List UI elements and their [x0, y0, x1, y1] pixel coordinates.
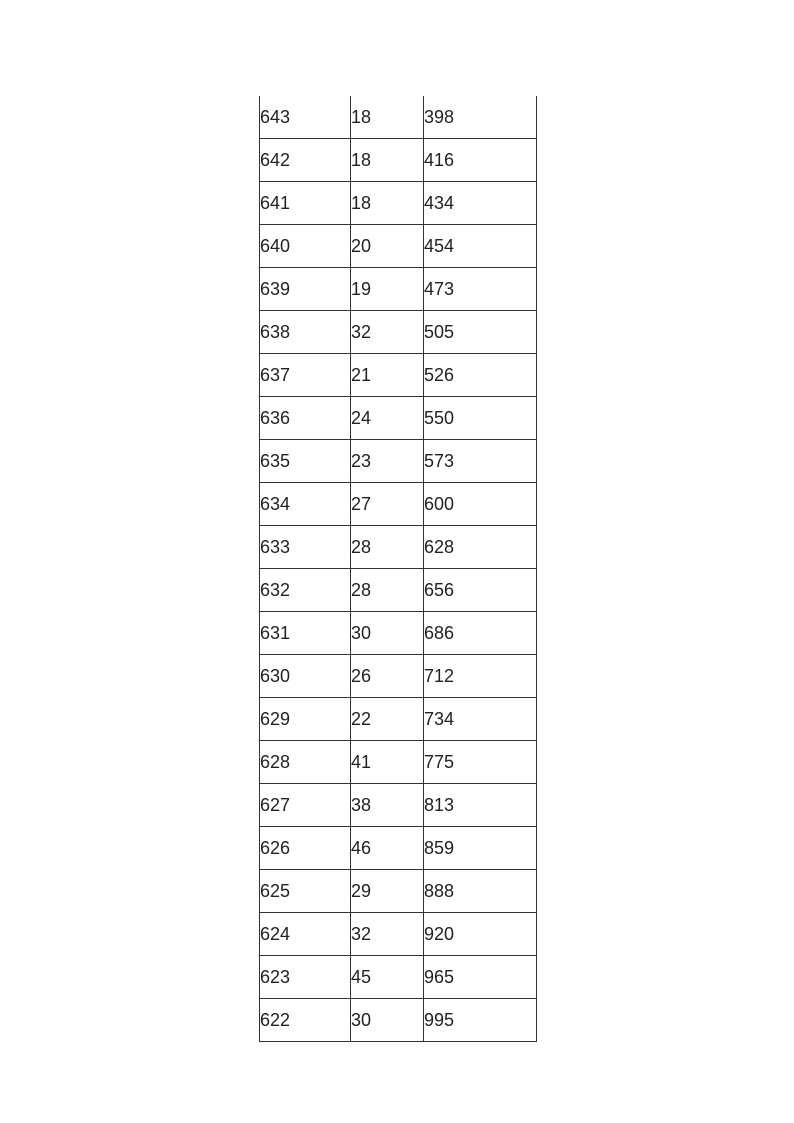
cell-text: 573: [424, 451, 455, 471]
cell-text: 629: [260, 709, 291, 729]
cell-text: 600: [424, 494, 455, 514]
score-cell: [260, 827, 351, 870]
table-row: [260, 483, 537, 526]
cell-text: 627: [260, 795, 291, 815]
cell-text: 416: [424, 150, 455, 170]
score-cell: [260, 311, 351, 354]
cell-text: 642: [260, 150, 291, 170]
cumulative-cell: [424, 397, 537, 440]
cell-text: 38: [351, 795, 372, 815]
cell-text: 631: [260, 623, 291, 643]
score-cell: [260, 268, 351, 311]
count-cell: [351, 483, 424, 526]
cumulative-cell: [424, 999, 537, 1042]
cumulative-cell: [424, 440, 537, 483]
cell-text: 686: [424, 623, 455, 643]
cell-text: 24: [351, 408, 372, 428]
score-table: [259, 96, 537, 1042]
cell-text: 625: [260, 881, 291, 901]
cell-text: 656: [424, 580, 455, 600]
table-row: [260, 827, 537, 870]
score-cell: [260, 182, 351, 225]
cell-text: 995: [424, 1010, 455, 1030]
cumulative-cell: [424, 526, 537, 569]
score-cell: [260, 96, 351, 139]
cell-text: 550: [424, 408, 455, 428]
table-row: [260, 96, 537, 139]
cell-text: 473: [424, 279, 455, 299]
table-row: [260, 182, 537, 225]
cell-text: 630: [260, 666, 291, 686]
table-row: [260, 698, 537, 741]
count-cell: [351, 526, 424, 569]
count-cell: [351, 913, 424, 956]
cumulative-cell: [424, 655, 537, 698]
cell-text: 626: [260, 838, 291, 858]
table-row: [260, 268, 537, 311]
table-row: [260, 311, 537, 354]
table-row: [260, 440, 537, 483]
cumulative-cell: [424, 139, 537, 182]
score-cell: [260, 440, 351, 483]
score-cell: [260, 913, 351, 956]
cell-text: 775: [424, 752, 455, 772]
cell-text: 28: [351, 580, 372, 600]
cell-text: 26: [351, 666, 372, 686]
cumulative-cell: [424, 96, 537, 139]
cell-text: 398: [424, 107, 455, 127]
count-cell: [351, 440, 424, 483]
score-cell: [260, 999, 351, 1042]
count-cell: [351, 612, 424, 655]
cell-text: 18: [351, 193, 372, 213]
cumulative-cell: [424, 225, 537, 268]
cell-text: 641: [260, 193, 291, 213]
score-cell: [260, 483, 351, 526]
score-cell: [260, 354, 351, 397]
cell-text: 19: [351, 279, 372, 299]
cell-text: 920: [424, 924, 455, 944]
cell-text: 28: [351, 537, 372, 557]
cell-text: 20: [351, 236, 372, 256]
score-cell: [260, 139, 351, 182]
cumulative-cell: [424, 698, 537, 741]
table-row: [260, 397, 537, 440]
cell-text: 505: [424, 322, 455, 342]
count-cell: [351, 139, 424, 182]
table-row: [260, 999, 537, 1042]
cell-text: 859: [424, 838, 455, 858]
cell-text: 634: [260, 494, 291, 514]
cell-text: 45: [351, 967, 372, 987]
cumulative-cell: [424, 612, 537, 655]
table-row: [260, 225, 537, 268]
cell-text: 526: [424, 365, 455, 385]
cell-text: 628: [260, 752, 291, 772]
count-cell: [351, 569, 424, 612]
cell-text: 643: [260, 107, 291, 127]
cumulative-cell: [424, 182, 537, 225]
cell-text: 712: [424, 666, 455, 686]
cumulative-cell: [424, 311, 537, 354]
cumulative-cell: [424, 784, 537, 827]
cell-text: 30: [351, 1010, 372, 1030]
table-body: [260, 96, 537, 1042]
cell-text: 41: [351, 752, 372, 772]
table-row: [260, 569, 537, 612]
count-cell: [351, 354, 424, 397]
cell-text: 632: [260, 580, 291, 600]
table-row: [260, 784, 537, 827]
count-cell: [351, 182, 424, 225]
count-cell: [351, 655, 424, 698]
cell-text: 18: [351, 150, 372, 170]
score-cell: [260, 870, 351, 913]
count-cell: [351, 397, 424, 440]
cumulative-cell: [424, 956, 537, 999]
score-cell: [260, 569, 351, 612]
cell-text: 628: [424, 537, 455, 557]
score-cell: [260, 956, 351, 999]
count-cell: [351, 784, 424, 827]
cell-text: 640: [260, 236, 291, 256]
table-row: [260, 354, 537, 397]
table-row: [260, 655, 537, 698]
table-row: [260, 526, 537, 569]
cell-text: 888: [424, 881, 455, 901]
cumulative-cell: [424, 268, 537, 311]
cumulative-cell: [424, 870, 537, 913]
cell-text: 27: [351, 494, 372, 514]
cell-text: 46: [351, 838, 372, 858]
cumulative-cell: [424, 569, 537, 612]
score-cell: [260, 225, 351, 268]
cell-text: 636: [260, 408, 291, 428]
cumulative-cell: [424, 354, 537, 397]
table-row: [260, 913, 537, 956]
count-cell: [351, 827, 424, 870]
cell-text: 965: [424, 967, 455, 987]
count-cell: [351, 870, 424, 913]
score-cell: [260, 784, 351, 827]
score-cell: [260, 698, 351, 741]
count-cell: [351, 268, 424, 311]
cumulative-cell: [424, 741, 537, 784]
cell-text: 633: [260, 537, 291, 557]
count-cell: [351, 956, 424, 999]
cell-text: 29: [351, 881, 372, 901]
cell-text: 18: [351, 107, 372, 127]
cell-text: 638: [260, 322, 291, 342]
score-cell: [260, 397, 351, 440]
table-row: [260, 870, 537, 913]
table-row: [260, 612, 537, 655]
cell-text: 813: [424, 795, 455, 815]
score-cell: [260, 612, 351, 655]
cell-text: 21: [351, 365, 372, 385]
count-cell: [351, 311, 424, 354]
count-cell: [351, 96, 424, 139]
cell-text: 734: [424, 709, 455, 729]
cell-text: 434: [424, 193, 455, 213]
cell-text: 30: [351, 623, 372, 643]
score-cell: [260, 655, 351, 698]
score-cell: [260, 526, 351, 569]
table-row: [260, 741, 537, 784]
count-cell: [351, 999, 424, 1042]
cell-text: 32: [351, 924, 372, 944]
cell-text: 32: [351, 322, 372, 342]
cell-text: 624: [260, 924, 291, 944]
cell-text: 637: [260, 365, 291, 385]
cell-text: 639: [260, 279, 291, 299]
table-row: [260, 956, 537, 999]
cell-text: 23: [351, 451, 372, 471]
cumulative-cell: [424, 827, 537, 870]
count-cell: [351, 741, 424, 784]
cumulative-cell: [424, 483, 537, 526]
cell-text: 622: [260, 1010, 291, 1030]
count-cell: [351, 698, 424, 741]
score-table-container: [259, 96, 536, 1042]
count-cell: [351, 225, 424, 268]
cell-text: 635: [260, 451, 291, 471]
cell-text: 454: [424, 236, 455, 256]
score-cell: [260, 741, 351, 784]
table-row: [260, 139, 537, 182]
cell-text: 623: [260, 967, 291, 987]
cell-text: 22: [351, 709, 372, 729]
cumulative-cell: [424, 913, 537, 956]
